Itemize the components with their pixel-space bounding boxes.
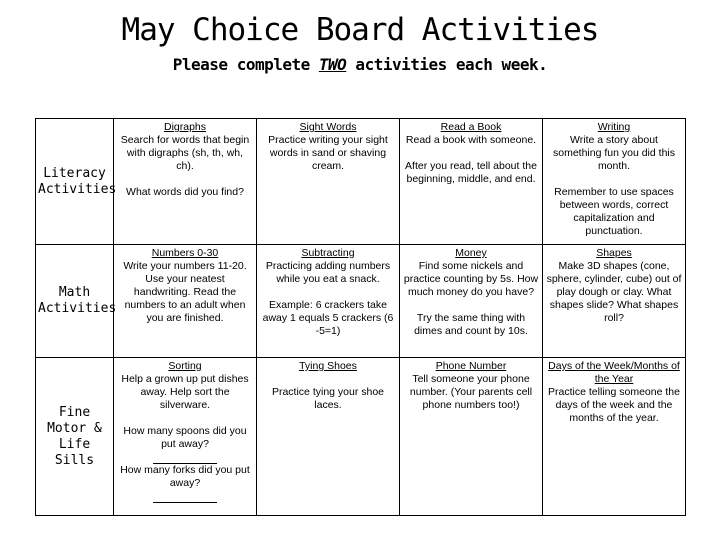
cell-heading: Tying Shoes	[299, 360, 357, 372]
row-label-literacy	[36, 119, 117, 245]
cell-text: Practice writing your sight words in sand or shaving cream.	[268, 134, 388, 172]
cell-extra: After you read, tell about the beginning, middle, and end.	[405, 160, 537, 185]
cell-text: Help a grown up put dishes away. Help sort the silverware.	[121, 373, 249, 411]
answer-blank[interactable]	[153, 492, 217, 503]
cell-heading: Days of the Week/Months of the Year	[548, 360, 680, 385]
cell-digraphs	[114, 119, 257, 245]
cell-heading: Writing	[597, 121, 631, 133]
cell-extra: How many forks did you put away?	[120, 464, 250, 489]
cell-text: Practicing adding numbers while you eat a snack.	[265, 260, 391, 285]
cell-shapes	[543, 245, 686, 358]
row-label-math	[36, 245, 117, 358]
row-label-line: Fine	[58, 404, 91, 420]
page-subtitle	[0, 55, 720, 74]
cell-text: Find some nickels and practice counting by 5s. How much money do you have?	[403, 260, 539, 298]
subtitle-after: activities each week.	[346, 55, 548, 74]
cell-numbers	[114, 245, 257, 358]
cell-read-a-book	[400, 119, 543, 245]
row-fine-motor	[36, 358, 686, 516]
cell-text: Write a story about something fun you did this month.	[553, 134, 675, 172]
cell-heading: Numbers 0-30	[151, 247, 219, 259]
cell-heading: Sight Words	[299, 121, 357, 133]
cell-extra: How many spoons did you put away?	[123, 425, 247, 450]
page-title: May Choice Board Activities	[121, 12, 599, 48]
cell-text: Write your numbers 11-20. Use your neatest handwriting. Read the numbers to an adult when you are finished.	[123, 260, 247, 324]
cell-phone-number	[400, 358, 543, 516]
cell-text: Tell someone your phone number. (Your parents cell phone numbers too!)	[409, 373, 533, 411]
cell-sorting	[114, 358, 257, 516]
cell-text: Practice tying your shoe laces.	[271, 386, 385, 411]
cell-extra: Try the same thing with dimes and count by 10s.	[414, 312, 528, 337]
row-label-line: Math	[58, 285, 91, 300]
row-label-line: Life Sills	[54, 436, 95, 468]
row-label-line: Literacy	[43, 165, 106, 181]
cell-text: Search for words that begin with digraphs (sh, th, wh, ch).	[120, 134, 250, 172]
cell-text: Make 3D shapes (cone, sphere, cylinder, cube) out of play dough or clay. What shapes slide? What shapes roll?	[546, 260, 682, 324]
cell-heading: Money	[455, 247, 487, 259]
row-math	[36, 245, 686, 358]
row-literacy	[36, 119, 686, 245]
cell-text: Read a book with someone.	[405, 134, 537, 146]
cell-subtracting	[257, 245, 400, 358]
cell-heading: Phone Number	[435, 360, 507, 372]
cell-days-months	[543, 358, 686, 516]
row-label-line: Activities	[38, 301, 117, 316]
cell-extra: Remember to use spaces between words, correct capitalization and punctuation.	[554, 186, 674, 237]
cell-heading: Shapes	[596, 247, 632, 259]
cell-sight-words	[257, 119, 400, 245]
row-label-fine-motor	[36, 358, 114, 516]
cell-extra: What words did you find?	[126, 186, 244, 198]
cell-heading: Subtracting	[301, 247, 355, 259]
cell-heading: Read a Book	[440, 121, 502, 133]
cell-text: Practice telling someone the days of the week and the months of the year.	[548, 386, 680, 424]
answer-blank[interactable]	[153, 453, 217, 464]
cell-tying-shoes	[257, 358, 400, 516]
cell-money	[400, 245, 543, 358]
subtitle-before: Please complete	[172, 55, 319, 74]
choice-board-table	[35, 118, 686, 516]
row-label-line: Motor &	[47, 420, 102, 436]
cell-heading: Sorting	[168, 360, 202, 372]
subtitle-emphasis: TWO	[318, 55, 347, 74]
cell-heading: Digraphs	[163, 121, 207, 133]
cell-writing	[543, 119, 686, 245]
row-label-line: Activities	[38, 181, 117, 197]
cell-extra: Example: 6 crackers take away 1 equals 5 crackers (6 -5=1)	[262, 299, 394, 337]
